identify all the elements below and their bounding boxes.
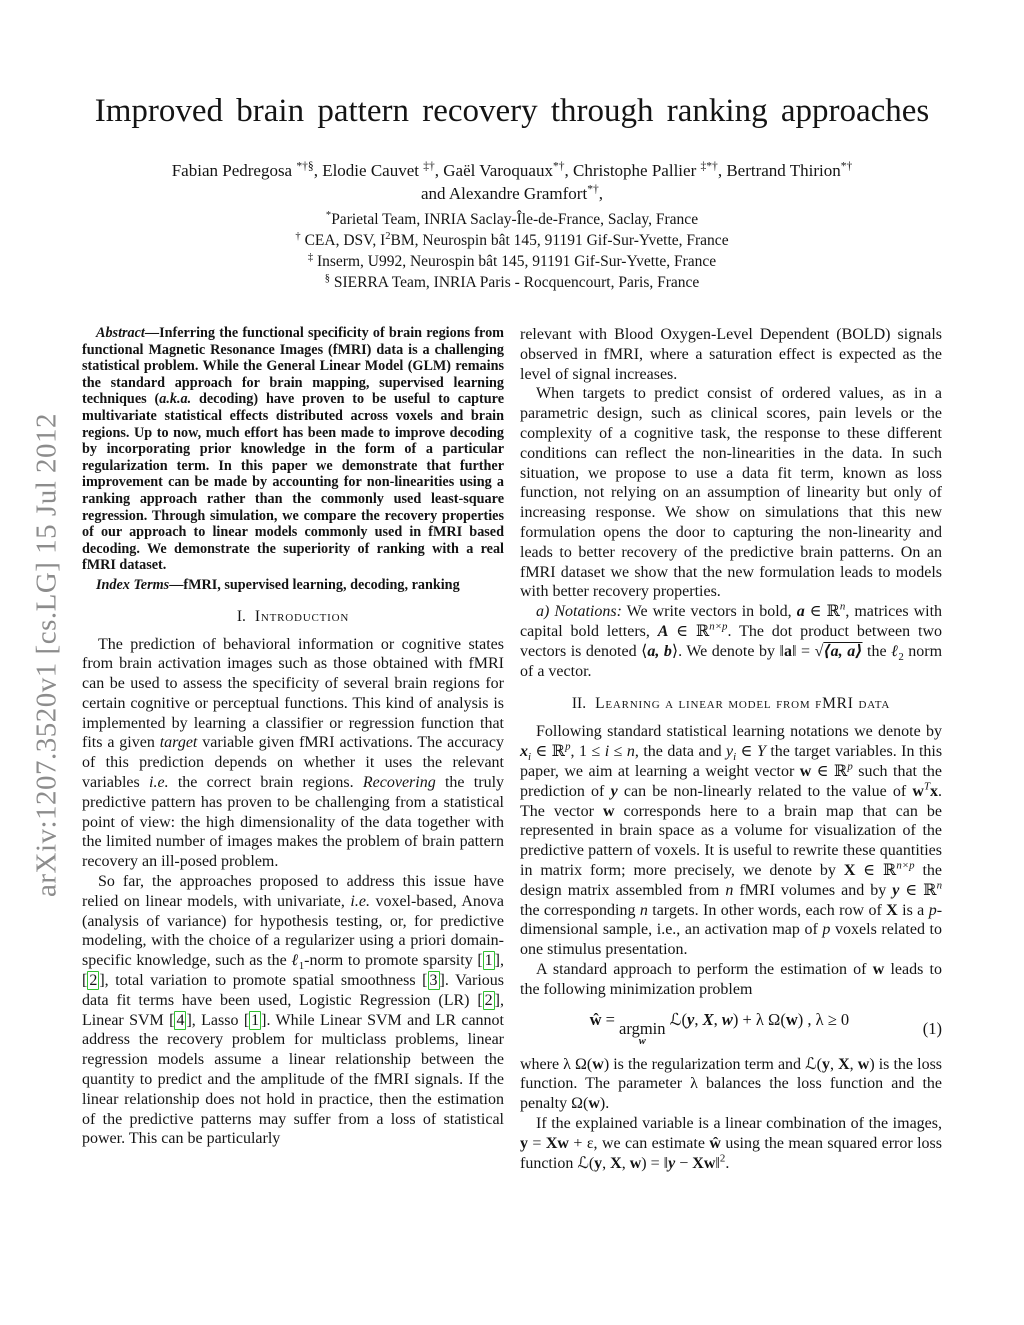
affiliation-block [0,209,1024,293]
text-segment: , [830,1055,839,1073]
text-segment: ∈ ℝ [668,622,710,640]
text-segment: , [602,1154,611,1172]
text-segment: ) = ‖ [641,1154,669,1172]
text-segment: the [862,642,892,660]
text-segment: ℓ [291,952,299,970]
text-segment: When targets to predict consist of ordered values, as in a parametric design, such as clinical scores, pain levels or the complexity of a cognitive task, the response to these different conditions can reflect the non-linearities in the data. In such situation, we propose to use a data fit term, known as loss function, not relying on an assumption of linearity but only of increasing response. We show on simulations that this new formulation opens the door to capturing the non-linearity and leads to better recovery of the predictive brain patterns. On an fMRI dataset we show that the new formulation leads to models with better recovery properties. [520,385,942,601]
text-segment: —Inferring the functional specificity of brain regions from functional Magnetic Resonance Images (fMRI) data is a challenging statistical problem. While the General Linear Model (GLM) remains the standard approach for brain mapping, supervised learning techniques ( [82,325,504,408]
text-segment: norm of a vector. [520,642,943,680]
text-segment: voxels related to one stimulus presentation. [520,921,942,959]
text-segment: p [928,901,937,919]
text-segment: ]. Various data fit terms have been used, Logistic Regression (LR) [ [82,972,504,1009]
text-segment: * [325,209,332,221]
right-column [520,325,942,1173]
text-segment: ]. While Linear SVM and LR cannot address the recovery problem for multiclass problems, linear regression models assume a linear relationship between the quantity to predict and the amplitude of the fMRI signals. If the linear relationship does not hold in practice, then the estimation of the predictive patterns may suffer from a loss of statistical power. This can be particularly [82,1011,505,1148]
text-segment: corresponds here to a brain map that can be represented in brain space as a volume for visualization of the predictive pattern of voxels. It is useful to rewrite these quantities in matrix form; more precisely, we denote by [520,802,942,879]
author-line-1 [0,159,1024,182]
citation-link[interactable]: 3 [429,972,438,990]
text-segment: y [822,1055,830,1073]
text-segment: , [694,1009,703,1029]
text-segment: i [604,743,610,761]
text-segment: Recovering [362,774,436,792]
text-segment: a [784,642,792,660]
text-segment: Parietal Team, INRIA Saclay-Île-de-France, Saclay, France [331,211,699,228]
text-segment: targets. In other words, each row of [647,901,887,919]
text-segment: the truly predictive pattern has proven to be challenging from a statistical point of view: the high dimensionality of the data together with the limited number of images makes the problem of brain pattern recovery an ill-posed problem. [82,774,505,871]
text-segment: X [702,1009,714,1029]
text-segment: = [601,1009,620,1029]
text-segment: , Gaël Varoquaux [434,161,553,180]
text-segment: Index Terms [96,576,170,593]
text-segment: ŵ [589,1009,602,1029]
text-segment: 2 [898,650,904,663]
text-segment: a.k.a. [159,391,192,408]
text-segment: n×p [896,859,915,872]
text-segment: , [849,1055,858,1073]
text-segment: ‡† [423,159,435,173]
text-segment: ‡ [307,251,314,263]
text-segment: BM, Neurospin bât 145, 91191 Gif-Sur-Yvette, France [390,232,729,249]
text-segment: relevant with Blood Oxygen-Level Dependent (BOLD) signals observed in fMRI, where a saturation effect is expected as the level of signal increases. [520,326,942,383]
text-segment: y [726,743,734,761]
text-segment: ∈ ℝ [804,603,840,621]
text-segment: y [892,881,900,899]
text-segment: the target variables. In this paper, we aim at learning a weight vector [520,743,943,780]
text-segment: the design matrix assembled from [520,861,943,899]
text-segment: = [528,1134,546,1152]
citation-link[interactable]: 1 [484,952,493,970]
text-segment: y [687,1009,695,1029]
equation-1 [520,1010,942,1048]
model-paragraph-2 [520,960,942,1000]
text-segment: y [520,1134,528,1152]
text-segment: a, b [647,642,672,660]
text-segment: If the explained variable is a linear combination of the images, [536,1115,942,1133]
text-segment: § [324,272,330,284]
text-segment: ], Linear SVM [ [82,991,504,1029]
text-segment: ‡*† [700,159,718,173]
text-segment: , Christophe Pallier [564,161,701,180]
text-segment: ). [599,1095,610,1113]
text-segment: CEA, DSV, I [300,232,386,249]
targets-paragraph [520,384,942,602]
text-segment: Abstract [96,325,145,341]
text-segment: † [295,230,301,242]
affiliation-parietal [0,209,1024,230]
text-segment: Inserm, U992, Neurospin bât 145, 91191 Gif-Sur-Yvette, France [313,253,717,270]
text-segment: w [629,1154,642,1172]
text-segment: The prediction of behavioral information or cognitive states from brain activation images such as those obtained with fMRI can be used to assess the specificity of several brain regions for certain cognitive or perceptual functions. This kind of analysis is implemented by learning a classifier or regression function that fits a given [82,635,504,752]
text-segment: ], Lasso [ [186,1011,250,1029]
text-segment: —fMRI, supervised learning, decoding, ranking [169,576,460,593]
text-segment: w [799,762,812,780]
text-segment: So far, the approaches proposed to address this issue have relied on linear models, with univariate, [82,873,504,910]
section-number: I. [236,607,246,625]
text-segment: w [785,1009,798,1029]
text-segment: i [733,751,737,764]
text-segment: target [159,734,198,752]
model-paragraph-1 [520,722,942,960]
text-segment: y [610,782,618,800]
text-segment: w [588,1095,600,1113]
text-segment: and Alexandre Gramfort [421,184,588,203]
text-segment: ‖ = √ [792,642,824,660]
text-segment: fMRI volumes and by [733,881,893,899]
text-segment: n×p [709,620,728,633]
affiliation-sierra [0,272,1024,293]
citation-link[interactable]: 2 [484,991,493,1009]
text-segment: ∈ ℝ [899,881,937,899]
index-terms [82,577,504,594]
text-segment: *† [840,159,853,173]
text-segment: the correct brain regions. [168,774,363,792]
argmin-operator: argmin w [619,1018,666,1048]
text-segment: n [839,600,846,613]
text-segment: Fabian Pedregosa [171,161,297,180]
left-column [82,325,504,1173]
text-segment: p [565,740,571,753]
equation-body [520,1010,919,1048]
paper-title: Improved brain pattern recovery through ranking approaches [94,93,930,129]
text-segment: n [725,881,734,899]
text-segment: ∈ [736,743,757,761]
text-segment: *†§ [296,159,314,173]
text-segment: ∈ ℝ [811,762,848,780]
arxiv-stamp: arXiv:1207.3520v1 [cs.LG] 15 Jul 2012 [30,412,63,898]
text-segment: x [520,743,528,761]
text-segment: T [923,780,930,793]
text-segment: y [594,1154,603,1172]
text-segment: ℓ [891,642,899,660]
text-segment: A standard approach to perform the estimation of [536,960,873,978]
citation-link[interactable]: 1 [251,1011,260,1029]
text-segment: a) Notations: [536,603,622,621]
text-segment: , [621,1154,630,1172]
text-segment: , [598,184,603,203]
text-segment: X [610,1154,622,1172]
text-segment: , Bertrand Thirion [717,161,841,180]
text-segment: ], [ [82,952,504,990]
text-segment: i.e. [350,892,370,910]
text-segment: + ε, we can estimate [568,1134,710,1152]
text-segment: X [886,901,898,919]
equation-number: (1) [922,1018,942,1038]
text-segment: . [725,1154,730,1172]
text-segment: SIERRA Team, INRIA Paris - Rocquencourt, Paris, France [329,274,700,291]
citation-link[interactable]: 2 [89,972,98,990]
text-segment: w [857,1055,870,1073]
author-line-2 [0,182,1024,205]
intro-paragraph-1 [82,635,504,873]
text-segment: We write vectors in bold, [621,603,797,621]
section-label: Learning a linear model from fMRI data [595,695,891,713]
text-segment: , [713,1009,722,1029]
text-segment: A [657,622,669,640]
text-segment: *† [552,159,565,173]
text-segment: ℒ( [665,1009,688,1029]
text-segment: *† [587,182,599,196]
text-segment: using the mean squared error loss function ℒ( [520,1134,943,1172]
text-segment: decoding) have proven to be useful to capture multivariate statistical effects distributed across voxels and brain regions. Up to now, much effort has been made to improve decoding by incorporating prior knowledge in the form of a particular regularization term. In this paper we demonstrate that further improvement can be made by accounting for non-linearities using a ranking approach rather than the commonly used least-square regression. Through simulation, we compare the recovery properties of our approach to linear models commonly used in fMRI based decoding. We demonstrate the superiority of ranking with a real fMRI dataset. [82,391,505,574]
two-column-body [82,325,942,1173]
text-segment: w [912,782,924,800]
text-segment: Following standard statistical learning notations we denote by [536,723,942,741]
notations-paragraph [520,602,942,681]
text-segment: Xw [545,1134,569,1152]
section-heading-introduction [82,608,504,626]
text-segment: i.e. [149,774,169,792]
text-segment: ŵ [709,1134,721,1152]
section-label: Introduction [254,607,350,625]
text-segment: , matrices with capital bold letters, [520,603,943,640]
text-segment: w [721,1009,733,1029]
text-segment: ⟩. We denote by ‖ [671,642,784,660]
text-segment: x [930,782,938,800]
text-segment: ) is the regularization term and ℒ( [603,1055,822,1073]
text-segment: ∈ ℝ [855,861,897,879]
text-segment: 2 [385,230,391,242]
text-segment: Xw [692,1154,716,1172]
abstract-paragraph [82,325,504,574]
text-segment: 2 [719,1152,726,1165]
text-segment: ∈ ℝ [531,743,566,761]
text-segment: variable given fMRI activations. The accuracy of this prediction depends on whether it uses the relevant variables [82,734,504,792]
text-segment: − [675,1154,693,1172]
text-segment: 1 [298,960,305,973]
affiliation-cea [0,230,1024,251]
text-segment: X [838,1055,850,1073]
text-segment: , Elodie Cauvet [313,161,424,180]
citation-link[interactable]: 4 [176,1011,185,1029]
text-segment: ) + λ Ω( [732,1009,786,1029]
text-segment: such that the prediction of [520,762,942,800]
model-paragraph-3 [520,1055,942,1114]
text-segment: is a [897,901,929,919]
text-segment: can be non-linearly related to the value of [617,782,913,800]
text-segment: where λ Ω( [520,1055,593,1073]
text-segment: ⟨a, a⟩ [823,642,863,660]
text-segment: i [528,751,532,764]
text-segment: . The vector [520,782,942,820]
text-segment: , 1 ≤ [570,743,605,761]
text-segment: the corresponding [520,901,640,919]
text-segment: p [822,921,831,939]
text-segment: Y [756,743,766,761]
model-paragraph-4 [520,1114,942,1173]
text-segment: a [796,603,805,621]
text-segment: ≤ [609,743,627,761]
text-segment: ) is the loss function. The parameter λ balances the loss function and the penalty Ω( [520,1055,943,1113]
text-segment: w [872,960,885,978]
affiliation-inserm [0,251,1024,272]
author-block [0,159,1024,205]
text-segment: -norm to promote sparsity [ [304,952,483,970]
text-segment: y [668,1154,676,1172]
text-segment: w [592,1055,604,1073]
section-heading-learning-model [520,695,942,713]
text-segment: ], total variation to promote spatial smoothness [ [99,972,428,990]
text-segment: , the data and [634,743,727,761]
text-segment: n [936,879,943,892]
text-segment: X [843,861,856,879]
intro-paragraph-2 [82,872,504,1149]
text-segment: p [847,760,853,773]
text-segment: ) , λ ≥ 0 [797,1009,850,1029]
text-segment: n [626,743,635,761]
continuation-paragraph [520,325,942,384]
text-segment: voxel-based, Anova (analysis of variance) for hypothesis testing, or, for predictive modeling, with the choice of a regularizer using a priori domain-specific knowledge, such as the [82,892,505,970]
text-segment: leads to the following minimization problem [520,960,943,998]
text-segment: w [602,802,615,820]
text-segment: n [639,901,648,919]
text-segment: . The dot product between two vectors is denoted ⟨ [520,622,942,660]
text-segment: -dimensional sample, i.e., an activation map of [520,901,943,939]
text-segment: ‖ [715,1154,720,1172]
section-number: II. [571,695,587,713]
